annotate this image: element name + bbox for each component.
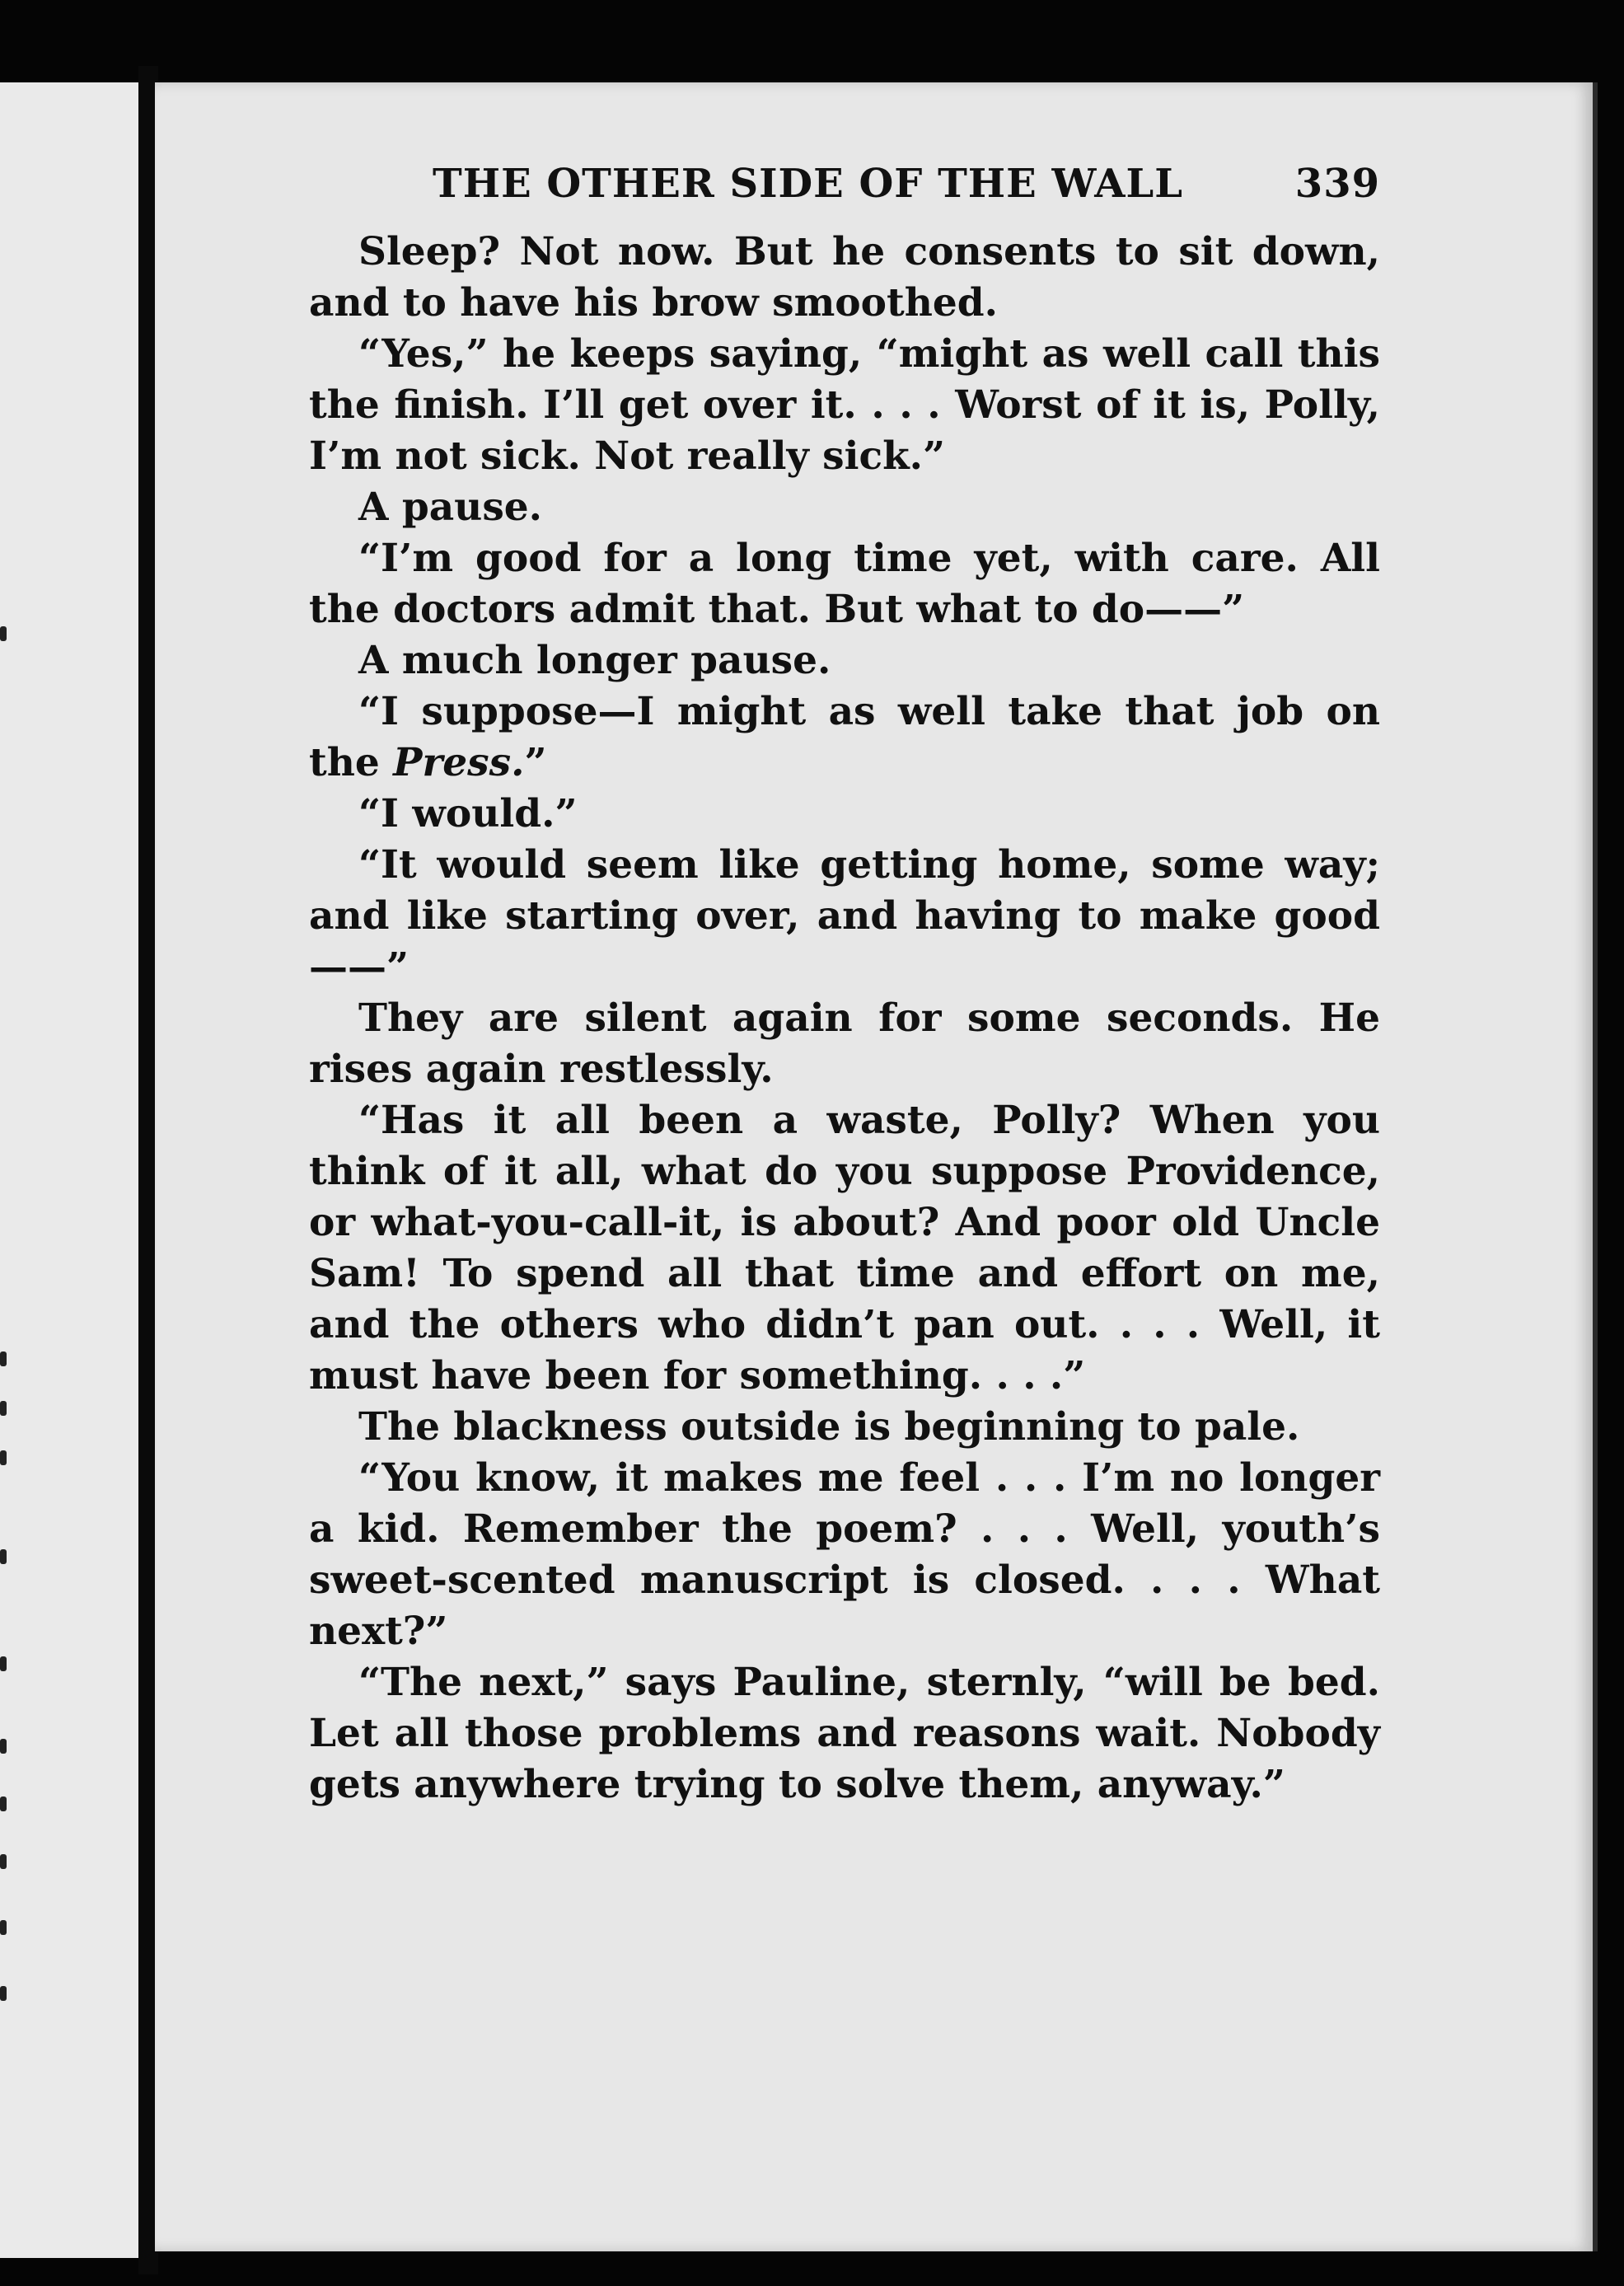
paragraph: They are silent again for some seconds. He rises again restlessly. bbox=[309, 995, 1380, 1092]
text-fragment bbox=[0, 1656, 7, 1671]
facing-page-text-fragments bbox=[0, 82, 12, 2258]
page-number: 339 bbox=[1294, 161, 1380, 207]
paragraph: “The next,” says Pauline, sternly, “will be bed. Let all those problems and reasons wait. Nobody gets anywhere trying to solve them, anyway.” bbox=[309, 1660, 1380, 1807]
paragraph bbox=[309, 686, 1380, 789]
paragraph: Sleep? Not now. But he consents to sit down, and to have his brow smoothed. bbox=[309, 229, 1380, 326]
newspaper-title: Press. bbox=[393, 740, 525, 785]
paragraph: A much longer pause. bbox=[358, 638, 831, 683]
text-fragment bbox=[0, 1986, 7, 2001]
text-fragment bbox=[0, 1854, 7, 1869]
text-fragment bbox=[0, 1450, 7, 1465]
running-head bbox=[433, 161, 1380, 227]
text-fragment bbox=[0, 626, 7, 641]
paragraph: The blackness outside is beginning to pale. bbox=[358, 1404, 1300, 1450]
paragraph: A pause. bbox=[358, 485, 543, 530]
text-fragment bbox=[0, 1549, 7, 1564]
paragraph: “It would seem like getting home, some way; and like starting over, and having to make good——” bbox=[309, 842, 1380, 990]
paragraph-part: ” bbox=[524, 740, 547, 785]
paragraph: “Yes,” he keeps saying, “might as well call this the finish. I’ll get over it. . . . Worst of it is, Polly, I’m not sick. Not really sick.” bbox=[309, 331, 1380, 479]
running-title: THE OTHER SIDE OF THE WALL bbox=[433, 161, 1184, 207]
paragraph-part: “I suppose—I might as well take that job on the bbox=[309, 689, 1380, 785]
text-fragment bbox=[0, 1401, 7, 1416]
facing-page-edge bbox=[0, 82, 138, 2258]
paragraph: “I would.” bbox=[358, 791, 578, 836]
page-text-block bbox=[309, 161, 1380, 1811]
paragraph: “I’m good for a long time yet, with care. All the doctors admit that. But what to do——” bbox=[309, 536, 1380, 632]
text-fragment bbox=[0, 1351, 7, 1366]
text-fragment bbox=[0, 1920, 7, 1935]
text-fragment bbox=[0, 1739, 7, 1754]
paragraph: “You know, it makes me feel . . . I’m no longer a kid. Remember the poem? . . . Well, youth’s sweet-scented manuscript is closed. . . . What next?” bbox=[309, 1455, 1380, 1654]
text-fragment bbox=[0, 1796, 7, 1811]
paragraph: “Has it all been a waste, Polly? When you think of it all, what do you suppose Providence, or what-you-call-it, is about? And poor old Uncle Sam! To spend all that time and effort on me, and the others who didn’t pan out. . . . Well, it must have been for something. . . .” bbox=[309, 1098, 1380, 1398]
